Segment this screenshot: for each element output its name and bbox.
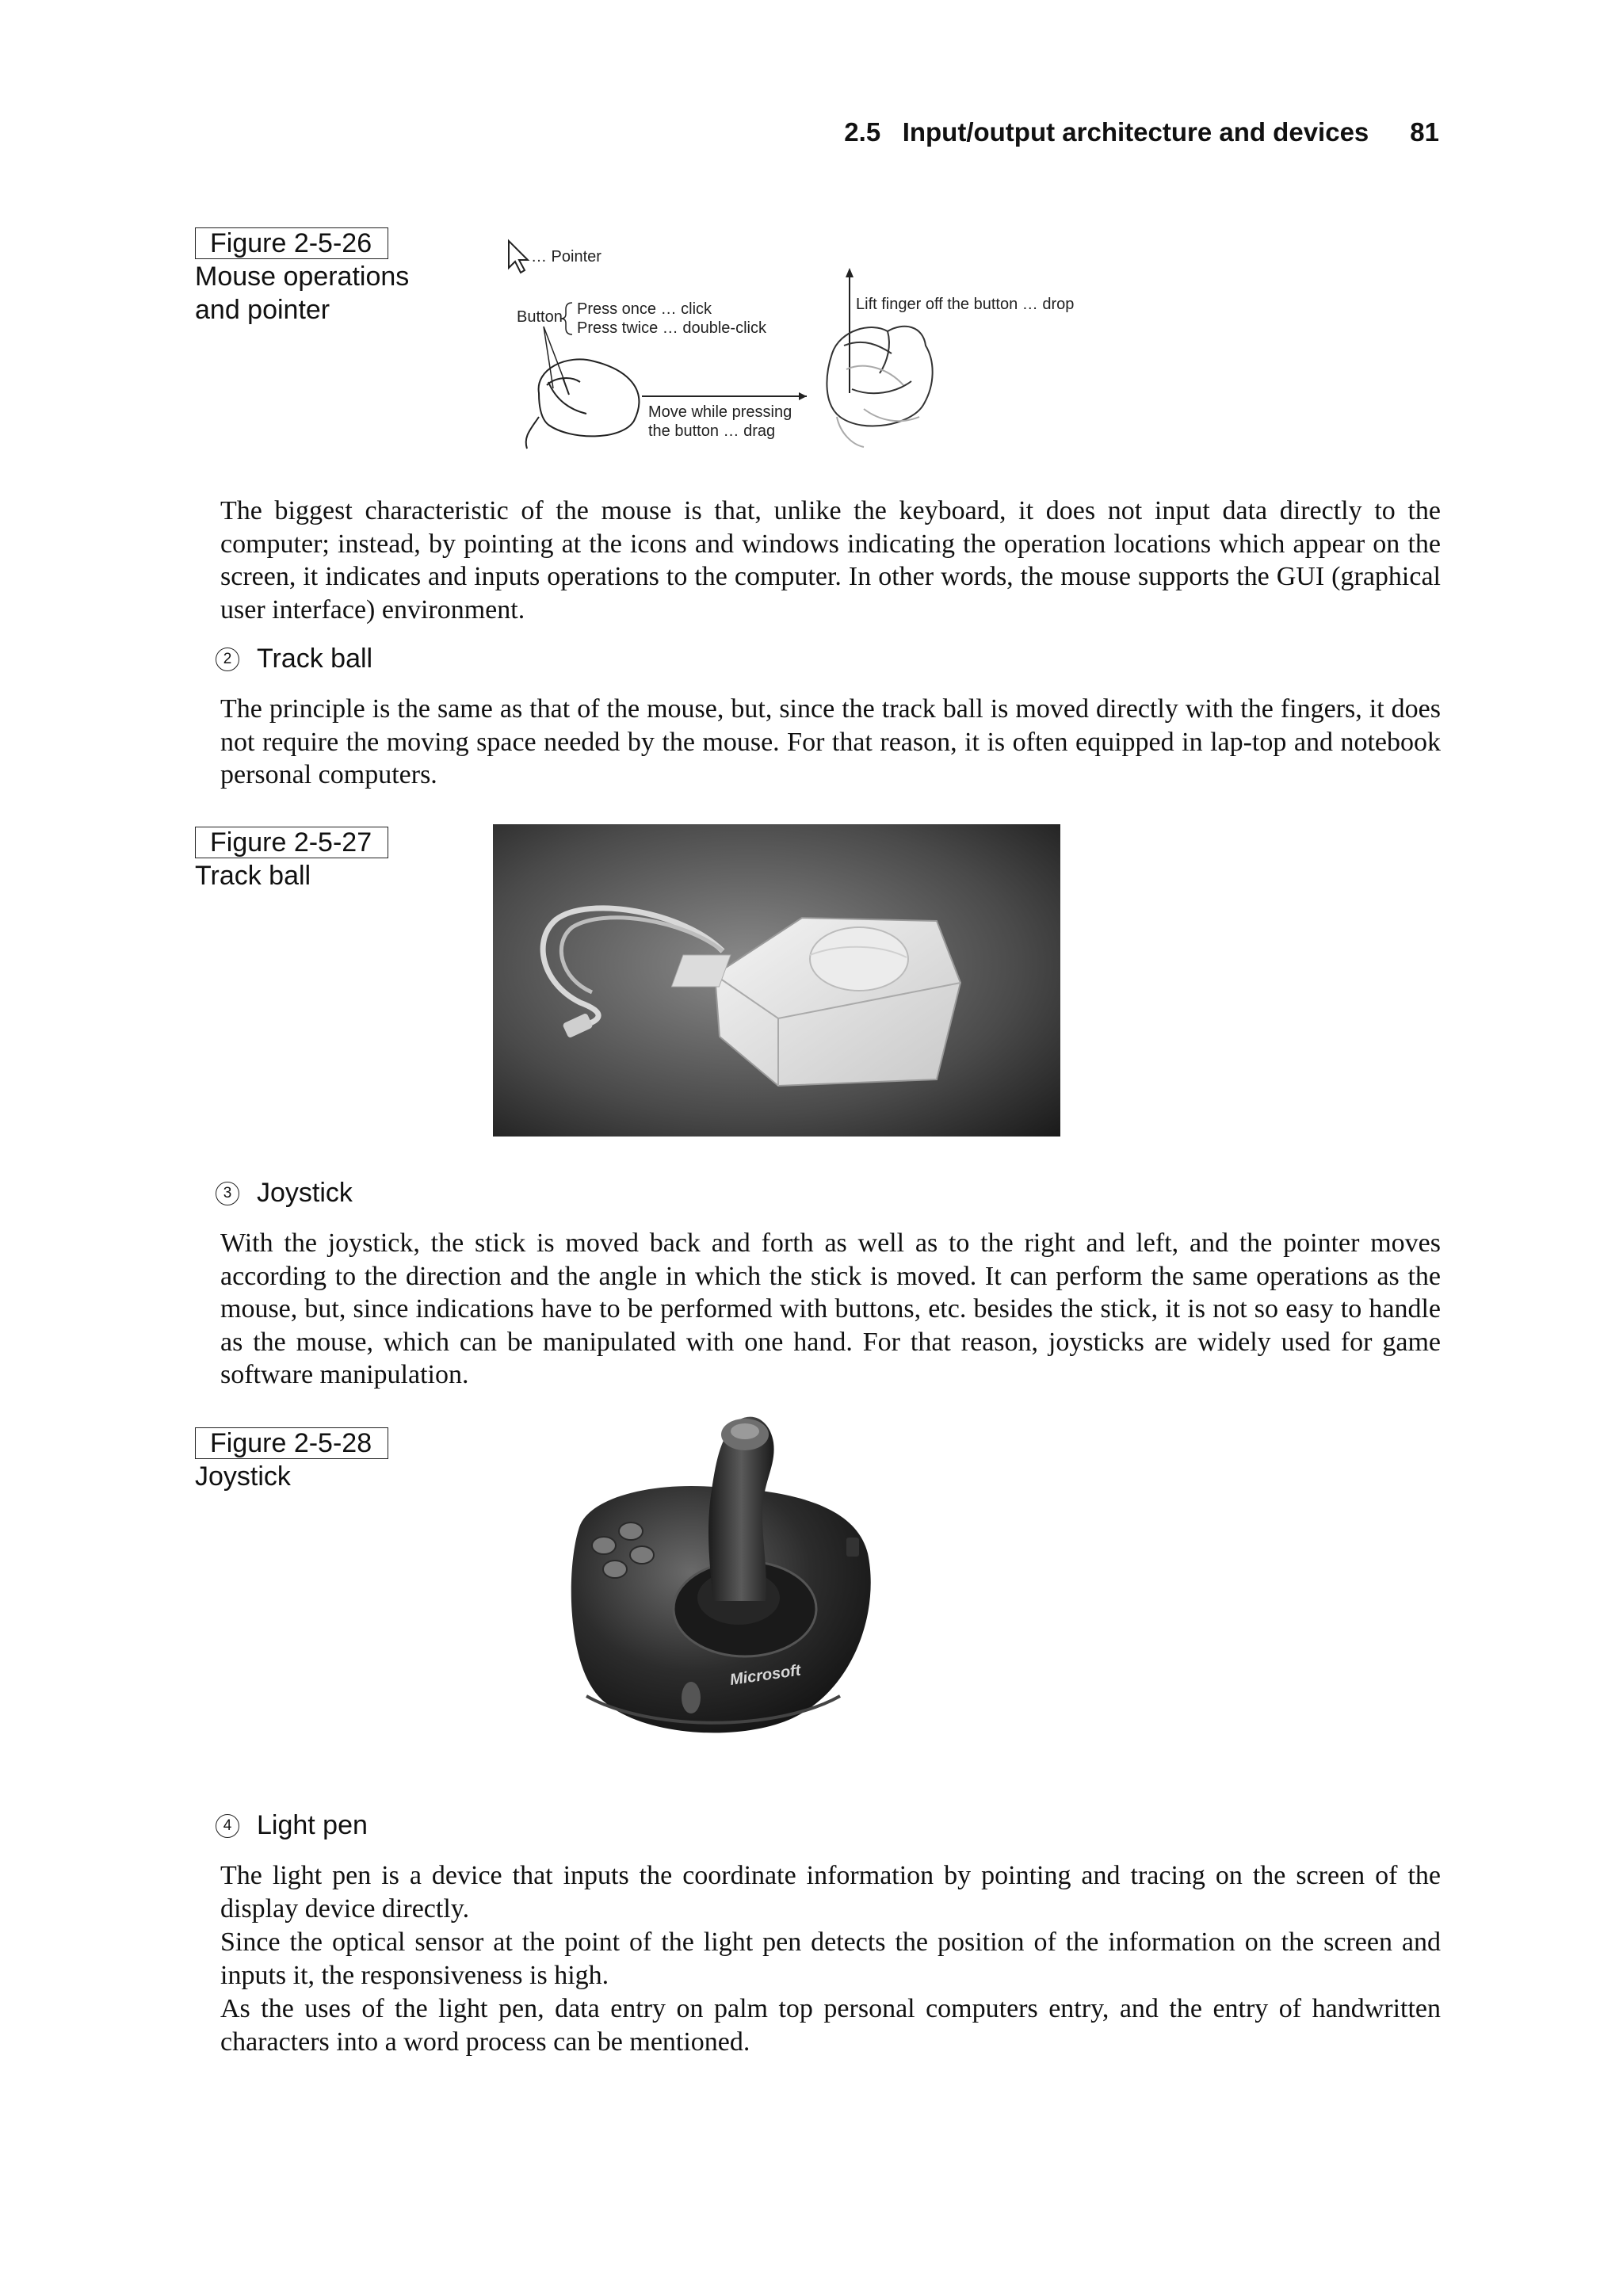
circled-number: 3 bbox=[216, 1182, 239, 1205]
press-twice-label: Press twice … double-click bbox=[577, 319, 766, 337]
move-label-line1: Move while pressing bbox=[648, 403, 792, 421]
page-number: 81 bbox=[1410, 117, 1439, 147]
lift-finger-label: Lift finger off the button … drop bbox=[856, 296, 1075, 313]
figure-title: Track ball bbox=[195, 861, 311, 891]
section-heading-trackball bbox=[216, 644, 372, 674]
figure-label: Figure 2-5-26 bbox=[195, 227, 388, 259]
figure-label: Figure 2-5-28 bbox=[195, 1427, 388, 1459]
button-brace bbox=[561, 303, 572, 334]
mouse-paragraph: The biggest characteristic of the mouse is that, unlike the keyboard, it does not input data directly to the computer; instead, by pointing at the icons and windows indicating the operation locations which appear on the screen, it indicates and inputs operations to the computer. In other words, the mouse supports the GUI (graphical user interface) environment. bbox=[220, 496, 1441, 625]
circled-number: 2 bbox=[216, 648, 239, 671]
button-label: Button bbox=[517, 308, 563, 326]
trackball-paragraph: The principle is the same as that of the mouse, but, since the track ball is moved directly with the fingers, it does not require the moving space needed by the mouse. For that reason, it is often equipped in lap-top and notebook personal computers. bbox=[220, 694, 1441, 789]
figure-2-5-27-caption bbox=[195, 826, 388, 892]
pointer-label: … Pointer bbox=[531, 248, 601, 266]
circled-number: 4 bbox=[216, 1814, 239, 1838]
pointer-arrow-icon bbox=[509, 241, 528, 273]
header-section-title bbox=[844, 117, 1369, 147]
lightpen-paragraph-3: As the uses of the light pen, data entry on palm top personal computers entry, and the entry of handwritten characters into a word process can be mentioned. bbox=[220, 1994, 1441, 2057]
mouse-drawing-icon bbox=[526, 359, 640, 449]
figure-title: Mouse operations and pointer bbox=[195, 262, 410, 325]
joystick-paragraph: With the joystick, the stick is moved back and forth as well as to the right and left, and the pointer moves according to the direction and the angle in which the stick is moved. It can perform the same operations as the mouse, but, since indications have to be performed with buttons, etc. besides the stick, it is not so easy to handle as the mouse, which can be manipulated with one hand. For that reason, joysticks are widely used for game software manipulation. bbox=[220, 1228, 1441, 1389]
figure-label: Figure 2-5-27 bbox=[195, 827, 388, 858]
running-header bbox=[844, 117, 1439, 147]
microsoft-brand-text: Microsoft bbox=[728, 1661, 802, 1689]
figure-title: Joystick bbox=[195, 1461, 291, 1492]
hand-drawing-icon bbox=[827, 327, 932, 447]
section-heading-lightpen bbox=[216, 1810, 368, 1841]
section-title: Light pen bbox=[257, 1810, 368, 1840]
move-label-line2: the button … drag bbox=[648, 422, 776, 440]
joystick-photo bbox=[555, 1411, 888, 1744]
lightpen-paragraph-1: The light pen is a device that inputs the coordinate information by pointing and tracing on the screen of the display device directly. bbox=[220, 1861, 1441, 1924]
section-title: Joystick bbox=[257, 1178, 353, 1208]
header-section-number: 2.5 bbox=[844, 117, 881, 147]
lightpen-paragraph-2: Since the optical sensor at the point of the light pen detects the position of the information on the screen and inputs it, the responsiveness is high. bbox=[220, 1927, 1441, 1990]
press-once-label: Press once … click bbox=[577, 300, 712, 318]
figure-2-5-26-caption bbox=[195, 227, 409, 327]
section-heading-joystick bbox=[216, 1178, 353, 1209]
section-title: Track ball bbox=[257, 644, 373, 674]
trackball-photo bbox=[493, 824, 1060, 1137]
header-title: Input/output architecture and devices bbox=[902, 117, 1369, 147]
figure-2-5-28-caption bbox=[195, 1427, 388, 1493]
mouse-operations-diagram bbox=[491, 227, 1109, 457]
